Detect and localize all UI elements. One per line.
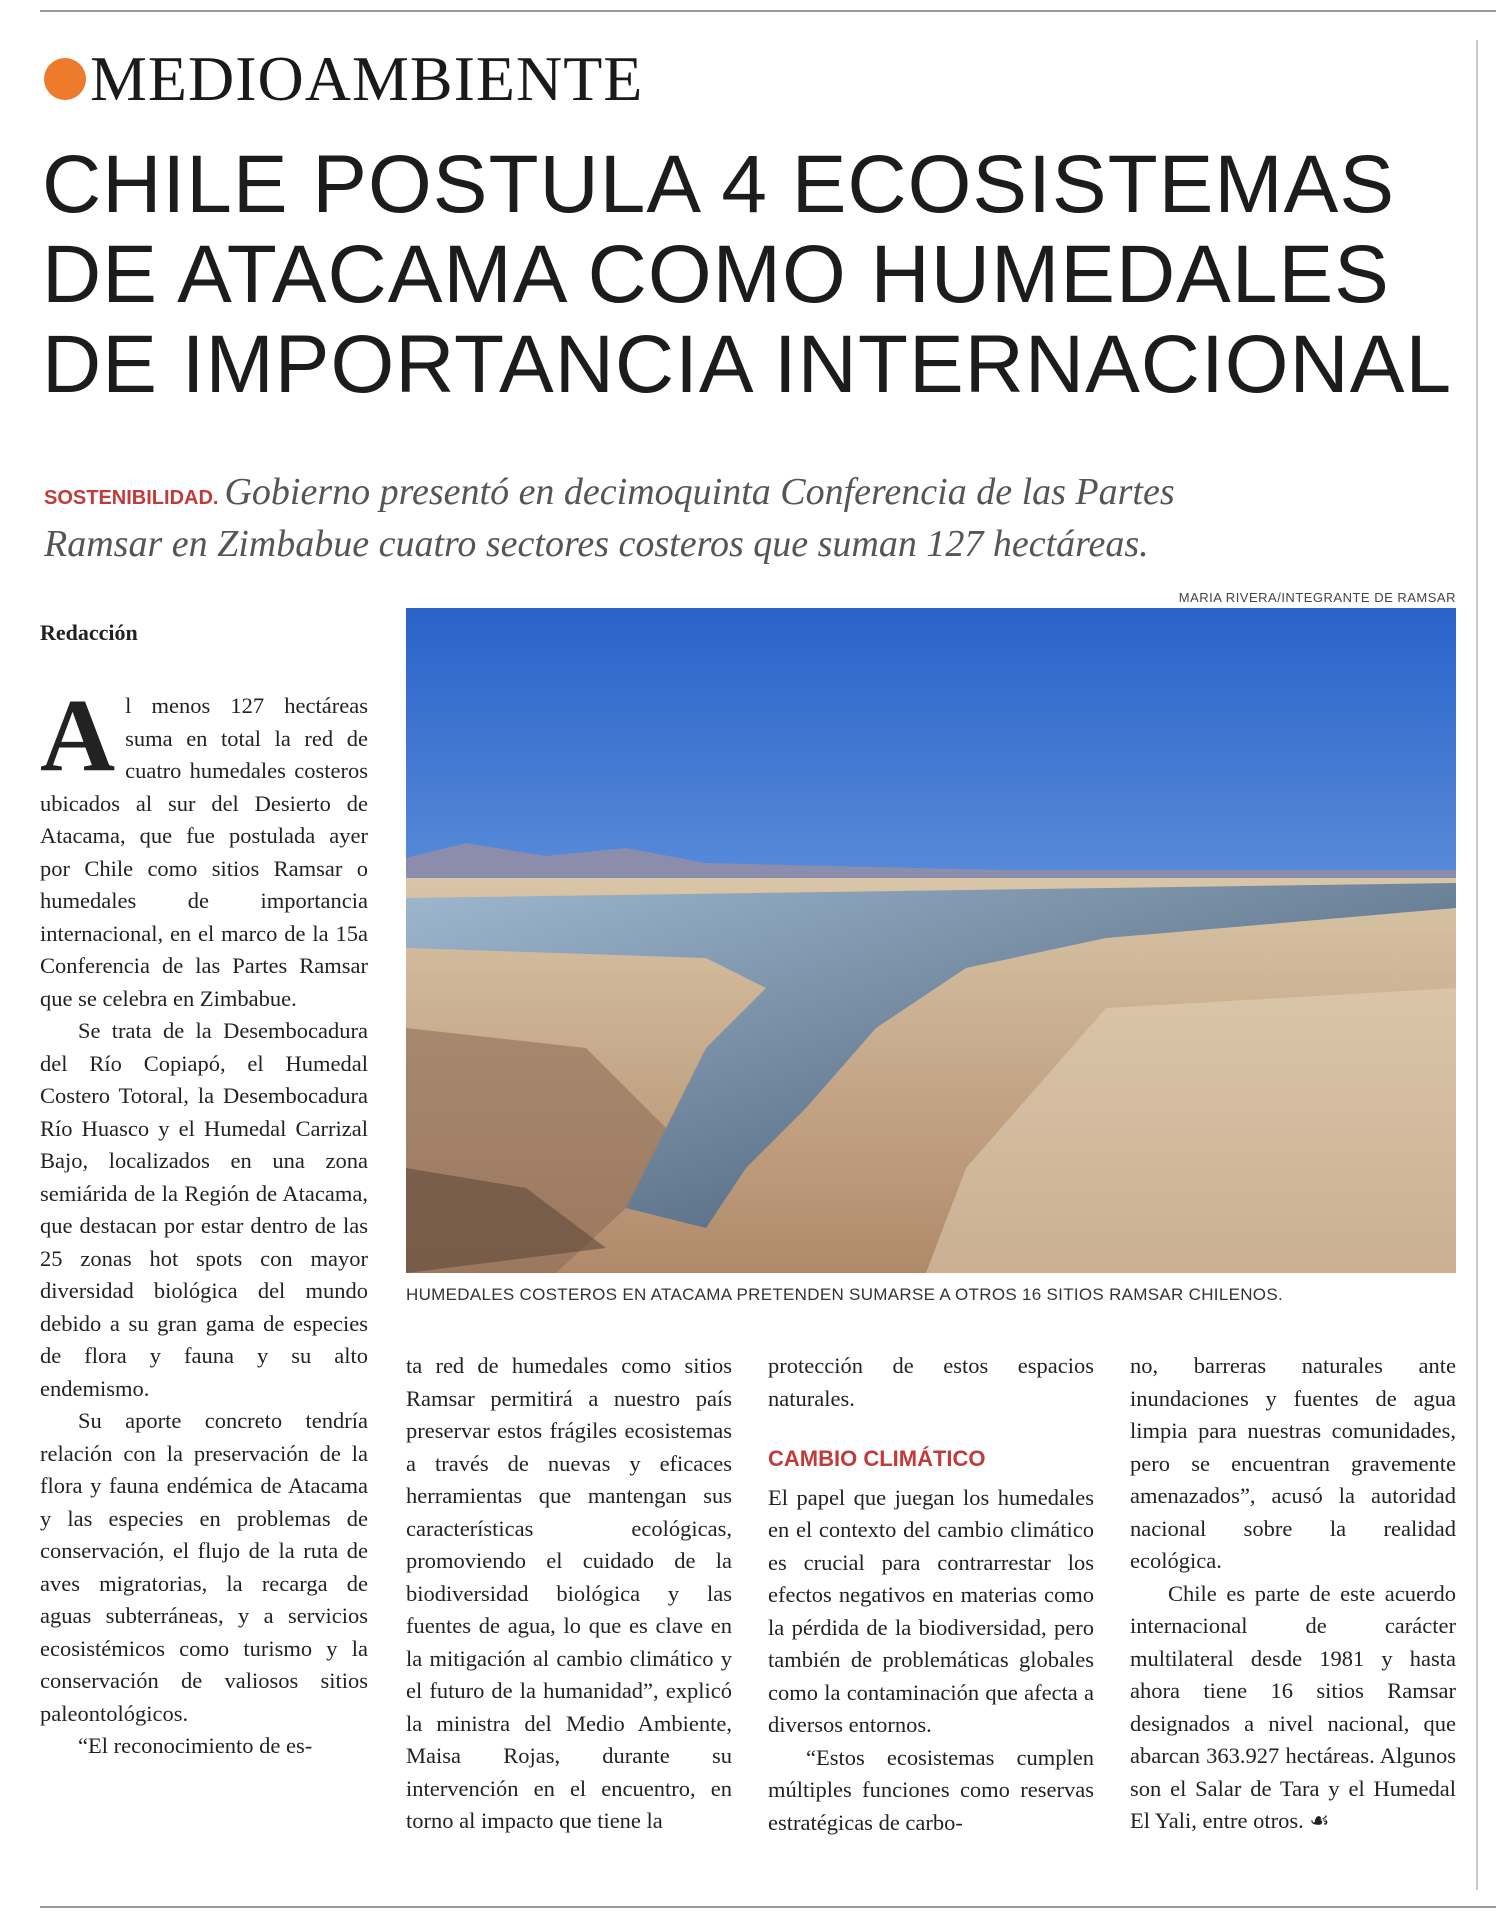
article-column-2 bbox=[406, 1350, 732, 1838]
article-column-4 bbox=[1130, 1350, 1456, 1838]
paragraph-2: Se trata de la Desembocadura del Río Copiapó, el Humedal Costero Totoral, la Desembocadura Río Huasco y el Humedal Carrizal Bajo, localizados en una zona semiárida de la Región de Atacama, que destacan por estar dentro de las 25 zonas hot spots con mayor diversidad biológica del mundo debido a su gran gama de especies de flora y fauna y su alto endemismo. bbox=[40, 1018, 368, 1401]
subheading: CAMBIO CLIMÁTICO bbox=[768, 1446, 986, 1471]
headline-line-3: DE IMPORTANCIA INTERNACIONAL bbox=[42, 319, 1453, 410]
kicker-deck-line-1: Gobierno presentó en decimoquinta Conferencia de las Partes bbox=[224, 471, 1175, 513]
paragraph-1-text: l menos 127 hectáreas suma en total la red de cuatro humedales costeros ubicados al sur del Desierto de Atacama, que fue postulada ayer por Chile como sitios Ramsar o humedales de importancia internacional, en el marco de la 15a Conferencia de las Partes Ramsar que se celebra en Zimbabue. bbox=[40, 693, 368, 1011]
headline-line-2: DE ATACAMA COMO HUMEDALES bbox=[42, 229, 1390, 320]
paragraph-3: Su aporte concreto tendría relación con la preservación de la flora y fauna endémica de Atacama y las especies en problemas de conservación, el flujo de la ruta de aves migratorias, la recarga de aguas subterráneas, y a servicios ecosistémicos como turismo y la conservación de valiosos sitios paleontológicos. bbox=[40, 1408, 368, 1726]
paragraph-4-start: “El reconocimiento de es- bbox=[78, 1733, 313, 1758]
paragraph-6-end: no, barreras naturales ante inundaciones y fuentes de agua limpia para nuestras comunidades, pero se encuentran gravemente amenazados”, acusó la autoridad nacional sobre la realidad ecológica. bbox=[1130, 1353, 1456, 1573]
bottom-rule bbox=[40, 1906, 1496, 1908]
paragraph-4-continued: ta red de humedales como sitios Ramsar permitirá a nuestro país preservar estos frágiles ecosistemas a través de nuevas y eficaces herramientas que mantengan sus características ecológicas, promoviendo el cuidado de la biodiversidad biológica y las fuentes de agua, lo que es clave en la mitigación al cambio climático y el futuro de la humanidad”, explicó la ministra del Medio Ambiente, Maisa Rojas, durante su intervención en el encuentro, en torno al impacto que tiene la bbox=[406, 1353, 732, 1833]
headline bbox=[42, 140, 1462, 410]
paragraph-1 bbox=[40, 678, 368, 1015]
photo-caption: HUMEDALES COSTEROS EN ATACAMA PRETENDEN SUMARSE A OTROS 16 SITIOS RAMSAR CHILENOS. bbox=[406, 1285, 1283, 1304]
photo-credit: MARIA RIVERA/INTEGRANTE DE RAMSAR bbox=[1178, 590, 1456, 605]
headline-line-1: CHILE POSTULA 4 ECOSISTEMAS bbox=[42, 139, 1396, 230]
section-dot-icon bbox=[44, 58, 86, 100]
kicker-lead: SOSTENIBILIDAD. bbox=[44, 487, 219, 509]
article-column-1 bbox=[40, 678, 368, 1763]
drop-cap: A bbox=[40, 678, 116, 793]
column-divider bbox=[1476, 40, 1478, 1890]
top-rule bbox=[40, 10, 1496, 12]
paragraph-6-start: “Estos ecosistemas cumplen múltiples funciones como reservas estratégicas de carbo- bbox=[768, 1744, 1094, 1835]
paragraph-7 bbox=[1130, 1578, 1456, 1838]
article-column-3 bbox=[768, 1350, 1094, 1839]
section-label: MEDIOAMBIENTE bbox=[90, 43, 644, 114]
section-header bbox=[44, 44, 643, 114]
kicker-deck-line-2: Ramsar en Zimbabue cuatro sectores costeros que suman 127 hectáreas. bbox=[44, 523, 1149, 565]
article-photo bbox=[406, 608, 1456, 1273]
kicker bbox=[44, 470, 1464, 574]
byline: Redacción bbox=[40, 620, 138, 645]
paragraph-5: El papel que juegan los humedales en el contexto del cambio climático es crucial para contrarrestar los efectos negativos en materias como la pérdida de la biodiversidad, pero también de problemáticas globales como la contaminación que afecta a diversos entornos. bbox=[768, 1484, 1094, 1737]
paragraph-7-text: Chile es parte de este acuerdo internacional de carácter multilateral desde 1981 y hasta ahora tiene 16 sitios Ramsar designados a nivel nacional, que abarcan 363.927 hectáreas. Algunos son el Salar de Tara y el Humedal El Yali, entre otros. bbox=[1130, 1580, 1456, 1833]
wetland-landscape-image bbox=[406, 608, 1456, 1273]
end-mark-icon: ☙ bbox=[1309, 1808, 1330, 1833]
paragraph-4-end: protección de estos espacios naturales. bbox=[768, 1353, 1094, 1411]
